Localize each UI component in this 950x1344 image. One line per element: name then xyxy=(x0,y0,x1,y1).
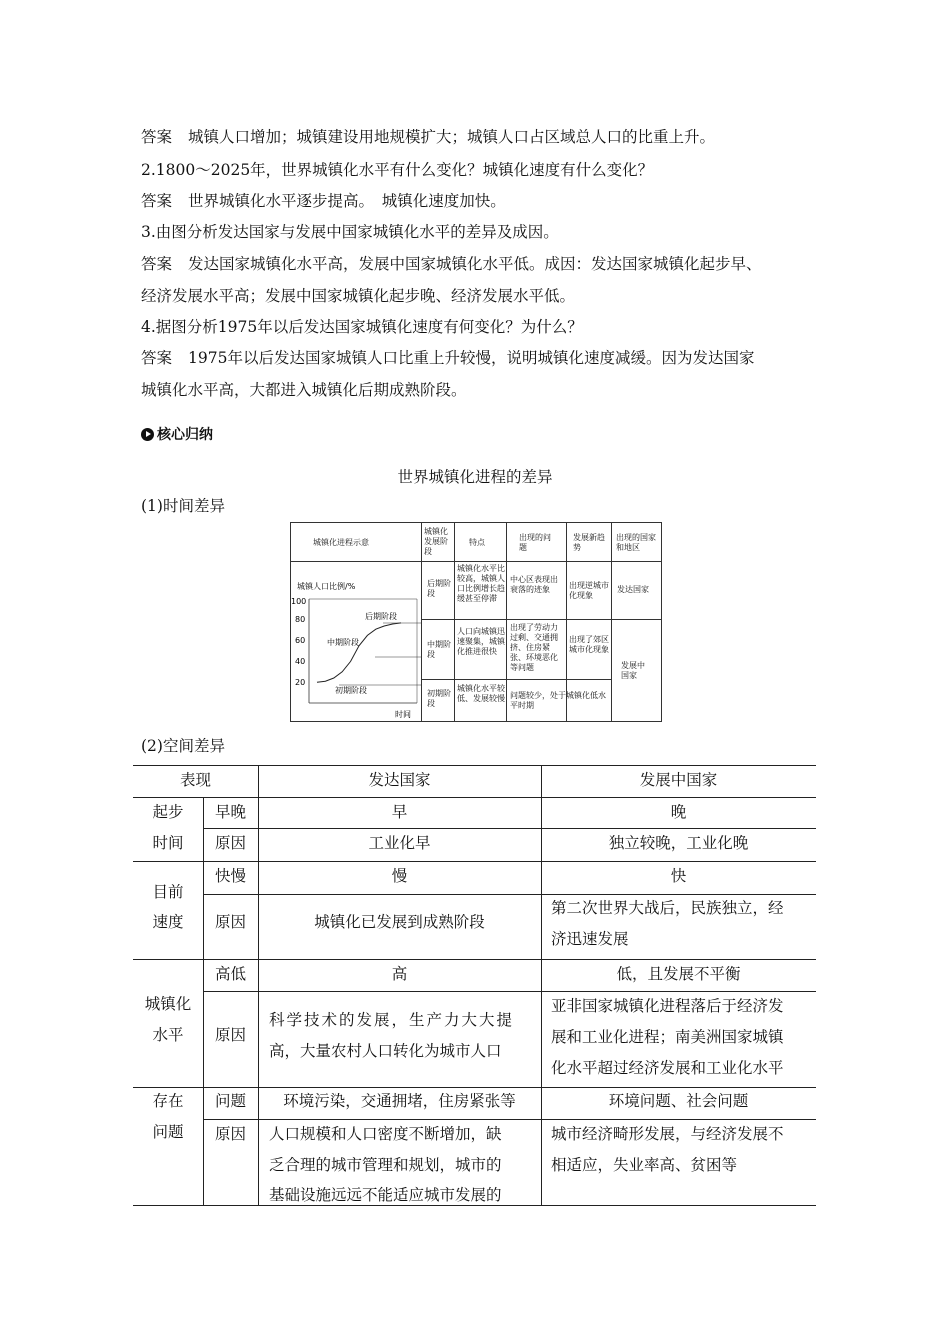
header-developing: 发展中国家 xyxy=(639,771,718,789)
cell-problem-reason-dev-1: 人口规模和人口密度不断增加，缺 xyxy=(269,1125,502,1143)
cell-problem-reason-dev-2: 乏合理的城市管理和规划，城市的 xyxy=(269,1156,502,1174)
trend-late: 出现逆城市化现象 xyxy=(569,581,609,600)
cell-start-reason-dev: 工业化早 xyxy=(368,834,431,852)
group-level-2: 水平 xyxy=(152,1026,184,1044)
cell-level-reason-dev-1: 科学技术的发展，生产力大大提 xyxy=(269,1011,515,1029)
cell-level-reason-devg-2: 展和工业化进程；南美洲国家城镇 xyxy=(551,1028,784,1046)
cell-problem-reason-devg-2: 相适应，失业率高、贫困等 xyxy=(551,1156,738,1174)
problem-early: 问题较少，处于城镇化低水平时期 xyxy=(510,691,606,710)
answer-label: 答案 xyxy=(141,192,173,210)
cell-speed-reason-dev: 城镇化已发展到成熟阶段 xyxy=(314,913,485,931)
ytick: 80 xyxy=(295,615,306,624)
urbanization-curve-chart xyxy=(291,561,421,721)
ytick: 40 xyxy=(295,657,306,666)
cell-level-reason-dev-2: 高，大量农村人口转化为城市人口 xyxy=(269,1042,502,1060)
question-2: 2.1800～2025年，世界城镇化水平有什么变化？城镇化速度有什么变化？ xyxy=(141,161,654,179)
header-aspect: 表现 xyxy=(179,771,211,789)
answer-text: 世界城镇化水平逐步提高。 城镇化速度加快。 xyxy=(188,192,506,210)
stage-late: 后期阶段 xyxy=(427,579,451,598)
curve-label-late: 后期阶段 xyxy=(365,612,397,621)
label-reason: 原因 xyxy=(214,834,246,852)
label-fast-slow: 快慢 xyxy=(214,867,246,885)
cell-speed-dev: 慢 xyxy=(391,867,408,885)
label-high-low: 高低 xyxy=(214,965,246,983)
fig-header-process: 城镇化进程示意 xyxy=(313,538,369,547)
group-speed-1: 目前 xyxy=(152,883,184,901)
group-speed-2: 速度 xyxy=(152,913,184,931)
problem-mid: 出现了劳动力过剩、交通拥挤、住房紧张、环境恶化等问题 xyxy=(510,623,558,672)
cell-problem-reason-dev-3: 基础设施远远不能适应城市发展的 xyxy=(269,1186,502,1204)
curve-label-mid: 中期阶段 xyxy=(327,638,359,647)
play-circle-icon xyxy=(141,428,154,441)
cell-start-devg: 晚 xyxy=(670,803,687,821)
question-4: 4.据图分析1975年以后发达国家城镇化速度有何变化？为什么？ xyxy=(141,318,583,336)
cell-level-devg: 低，且发展不平衡 xyxy=(616,965,741,983)
answer-1 xyxy=(141,127,715,147)
label-reason: 原因 xyxy=(214,1026,246,1044)
fig-header-problem: 出现的问题 xyxy=(519,533,551,552)
curve-label-early: 初期阶段 xyxy=(335,686,367,695)
chart-xlabel: 时间 xyxy=(395,710,411,719)
group-start-2: 时间 xyxy=(152,834,184,852)
urbanization-curve xyxy=(317,623,401,682)
answer-label: 答案 xyxy=(141,349,173,367)
header-developed: 发达国家 xyxy=(368,771,431,789)
group-problem-2: 问题 xyxy=(152,1123,184,1141)
answer-label: 答案 xyxy=(141,255,173,273)
answer-3-cont: 经济发展水平高；发展中国家城镇化起步晚、经济发展水平低。 xyxy=(141,287,576,305)
cell-problem-dev: 环境污染，交通拥堵，住房紧张等 xyxy=(283,1092,516,1110)
section-heading-text: 核心归纳 xyxy=(157,427,213,443)
feature-late: 城镇化水平比较高，城镇人口比例增长趋缓甚至停滞 xyxy=(457,564,505,603)
answer-text: 发达国家城镇化水平高，发展中国家城镇化水平低。成因：发达国家城镇化起步早、 xyxy=(188,255,762,273)
feature-mid: 人口向城镇迅速聚集，城镇化推进很快 xyxy=(457,627,505,656)
cell-level-reason-devg-1: 亚非国家城镇化进程落后于经济发 xyxy=(551,997,784,1015)
region-developing: 发展中国家 xyxy=(621,661,645,680)
answer-4-cont: 城镇化水平高，大都进入城镇化后期成熟阶段。 xyxy=(141,381,467,399)
trend-mid: 出现了郊区城市化现象 xyxy=(569,635,609,654)
group-problem-1: 存在 xyxy=(152,1092,184,1110)
stage-mid: 中期阶段 xyxy=(427,640,451,659)
fig-header-region: 出现的国家和地区 xyxy=(616,533,656,552)
region-developed: 发达国家 xyxy=(617,585,649,594)
main-title: 世界城镇化进程的差异 xyxy=(397,468,553,486)
cell-problem-devg: 环境问题、社会问题 xyxy=(608,1092,749,1110)
answer-label: 答案 xyxy=(141,128,173,146)
fig-header-trend: 发展新趋势 xyxy=(573,533,605,552)
ytick: 60 xyxy=(295,636,306,645)
cell-start-dev: 早 xyxy=(391,803,408,821)
cell-level-dev: 高 xyxy=(391,965,408,983)
ytick: 100 xyxy=(291,597,307,606)
cell-problem-reason-devg-1: 城市经济畸形发展，与经济发展不 xyxy=(551,1125,784,1143)
fig-header-stage: 城镇化发展阶段 xyxy=(424,527,448,556)
cell-level-reason-devg-3: 化水平超过经济发展和工业化水平 xyxy=(551,1059,784,1077)
answer-4 xyxy=(141,348,754,368)
label-problem: 问题 xyxy=(214,1092,246,1110)
question-3: 3.由图分析发达国家与发展中国家城镇化水平的差异及成因。 xyxy=(141,223,559,241)
problem-late: 中心区表现出衰落的迹象 xyxy=(510,575,558,594)
chart-ylabel: 城镇人口比例/% xyxy=(297,582,356,591)
label-early-late: 早晚 xyxy=(214,803,246,821)
subtitle-space: (2)空间差异 xyxy=(141,737,225,755)
section-heading xyxy=(141,424,213,444)
label-reason: 原因 xyxy=(214,913,246,931)
answer-text: 1975年以后发达国家城镇人口比重上升较慢，说明城镇化速度减缓。因为发达国家 xyxy=(188,349,755,367)
feature-early: 城镇化水平较低、发展较慢 xyxy=(457,684,505,703)
cell-start-reason-devg: 独立较晚，工业化晚 xyxy=(608,834,749,852)
group-level-1: 城镇化 xyxy=(144,995,192,1013)
answer-2 xyxy=(141,191,506,211)
stage-early: 初期阶段 xyxy=(427,689,451,708)
cell-speed-reason-devg-2: 济迅速发展 xyxy=(551,930,629,948)
group-start-1: 起步 xyxy=(152,803,184,821)
fig-header-feature: 特点 xyxy=(469,538,485,547)
answer-text: 城镇人口增加；城镇建设用地规模扩大；城镇人口占区域总人口的比重上升。 xyxy=(188,128,716,146)
subtitle-time: (1)时间差异 xyxy=(141,497,225,515)
ytick: 20 xyxy=(295,678,306,687)
answer-3 xyxy=(141,254,762,274)
cell-speed-devg: 快 xyxy=(670,867,687,885)
cell-speed-reason-devg-1: 第二次世界大战后，民族独立，经 xyxy=(551,899,784,917)
urbanization-figure xyxy=(290,522,662,722)
spatial-table xyxy=(133,765,816,1206)
label-reason: 原因 xyxy=(214,1125,246,1143)
